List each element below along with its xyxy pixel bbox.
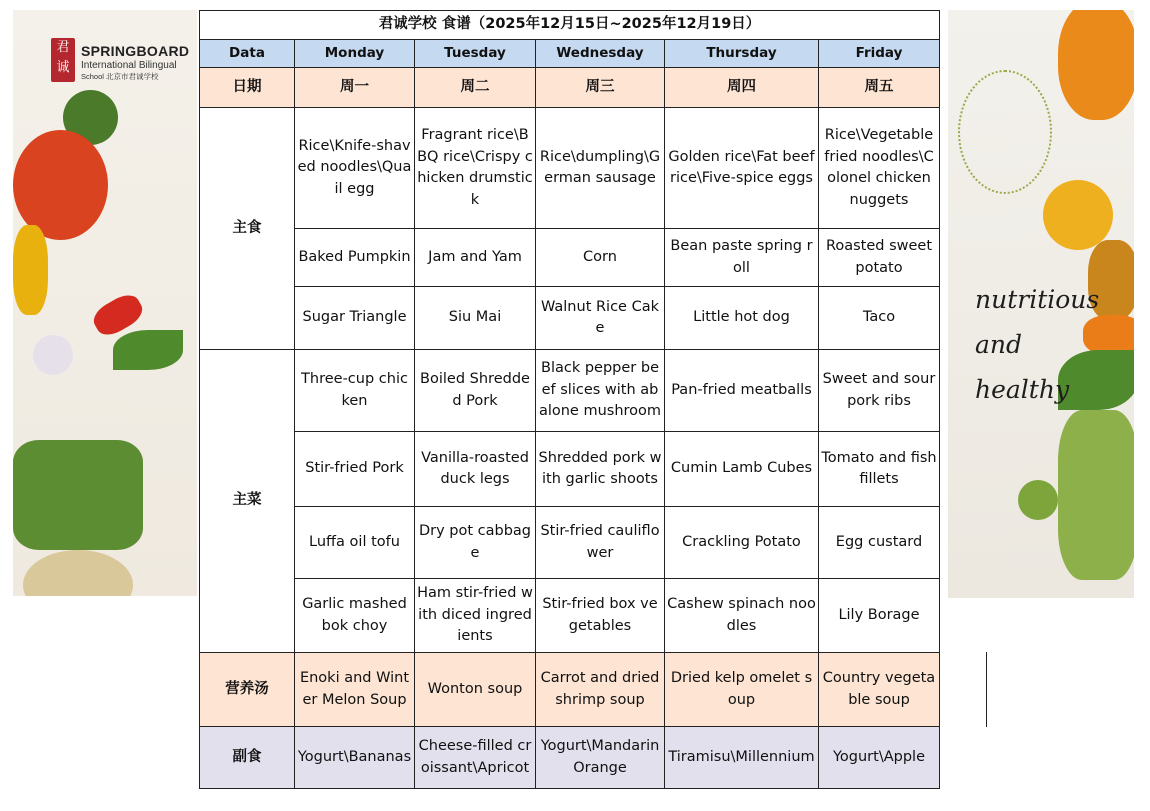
menu-cell: Jam and Yam (415, 229, 536, 287)
logo-mark: 君 诚 (51, 38, 75, 82)
sprout-decor (1018, 480, 1058, 520)
menu-cell: Stir-fried cauliflower (536, 507, 665, 579)
menu-cell: Baked Pumpkin (295, 229, 415, 287)
menu-cell: Taco (819, 287, 940, 350)
main-row (200, 507, 940, 579)
menu-cell: Cumin Lamb Cubes (665, 432, 819, 507)
header-tuesday-cn: 周二 (415, 68, 536, 108)
menu-cell: Crackling Potato (665, 507, 819, 579)
squash-decor (1058, 10, 1134, 120)
menu-cell: Carrot and dried shrimp soup (536, 653, 665, 727)
menu-cell: Cheese-filled croissant\Apricot (415, 727, 536, 789)
sprouts-decor (1058, 410, 1134, 580)
menu-cell: Fragrant rice\BBQ rice\Crispy chicken drumstick (415, 108, 536, 229)
header-tuesday: Tuesday (415, 40, 536, 68)
category-main: 主菜 (200, 350, 295, 653)
menu-cell: Dry pot cabbage (415, 507, 536, 579)
header-thursday: Thursday (665, 40, 819, 68)
menu-cell: Stir-fried Pork (295, 432, 415, 507)
header-friday-cn: 周五 (819, 68, 940, 108)
tomato-decor (13, 130, 108, 240)
beans-decor (13, 440, 143, 550)
header-thursday-cn: 周四 (665, 68, 819, 108)
menu-cell: Shredded pork with garlic shoots (536, 432, 665, 507)
menu-cell: Sweet and sour pork ribs (819, 350, 940, 432)
header-date-cn: 日期 (200, 68, 295, 108)
menu-cell: Bean paste spring roll (665, 229, 819, 287)
header-row-en (200, 40, 940, 68)
menu-title: 君诚学校 食谱（2025年12月15日~2025年12月19日） (200, 11, 940, 40)
menu-cell: Ham stir-fried with diced ingredients (415, 579, 536, 653)
menu-cell: Egg custard (819, 507, 940, 579)
main-row (200, 432, 940, 507)
menu-cell: Country vegetable soup (819, 653, 940, 727)
menu-cell: Rice\dumpling\German sausage (536, 108, 665, 229)
garlic-decor (33, 335, 73, 375)
header-row-cn (200, 68, 940, 108)
pepper-decor (13, 225, 48, 315)
menu-cell: Garlic mashed bok choy (295, 579, 415, 653)
menu-cell: Yogurt\Bananas (295, 727, 415, 789)
carrot-decor (1083, 315, 1134, 355)
logo-title: SPRINGBOARD (81, 43, 190, 59)
staple-row (200, 287, 940, 350)
tagline-line-1: nutritious (975, 285, 1100, 314)
dill-decor (958, 70, 1052, 194)
category-soup: 营养汤 (200, 653, 295, 727)
header-data: Data (200, 40, 295, 68)
menu-cell: Walnut Rice Cake (536, 287, 665, 350)
menu-cell: Cashew spinach noodles (665, 579, 819, 653)
menu-cell: Little hot dog (665, 287, 819, 350)
menu-cell: Wonton soup (415, 653, 536, 727)
main-row (200, 579, 940, 653)
menu-cell: Stir-fried box vegetables (536, 579, 665, 653)
leaf-right-decor (1058, 350, 1134, 410)
header-monday: Monday (295, 40, 415, 68)
menu-cell: Vanilla-roasted duck legs (415, 432, 536, 507)
menu-cell: Rice\Vegetable fried noodles\Colonel chicken nuggets (819, 108, 940, 229)
menu-cell: Enoki and Winter Melon Soup (295, 653, 415, 727)
menu-cell: Yogurt\Apple (819, 727, 940, 789)
menu-cell: Corn (536, 229, 665, 287)
left-decor-panel (13, 10, 197, 596)
menu-cell: Tiramisu\Millennium (665, 727, 819, 789)
tagline-line-3: healthy (975, 375, 1070, 404)
main-row (200, 350, 940, 432)
menu-cell: Siu Mai (415, 287, 536, 350)
menu-cell: Rice\Knife-shaved noodles\Quail egg (295, 108, 415, 229)
staple-row (200, 229, 940, 287)
menu-table (199, 10, 940, 789)
menu-cell: Dried kelp omelet soup (665, 653, 819, 727)
melon-decor (23, 550, 133, 596)
side-row (200, 727, 940, 789)
category-side: 副食 (200, 727, 295, 789)
menu-cell: Golden rice\Fat beef rice\Five-spice eggs (665, 108, 819, 229)
divider-line (986, 652, 987, 727)
menu-cell: Luffa oil tofu (295, 507, 415, 579)
header-wednesday-cn: 周三 (536, 68, 665, 108)
menu-cell: Three-cup chicken (295, 350, 415, 432)
menu-cell: Pan-fried meatballs (665, 350, 819, 432)
menu-cell: Sugar Triangle (295, 287, 415, 350)
category-staple: 主食 (200, 108, 295, 350)
menu-cell: Tomato and fish fillets (819, 432, 940, 507)
menu-cell: Lily Borage (819, 579, 940, 653)
logo-subtitle: International Bilingual (81, 60, 177, 71)
leaf-decor (113, 330, 183, 370)
soup-row (200, 653, 940, 727)
header-friday: Friday (819, 40, 940, 68)
staple-row (200, 108, 940, 229)
menu-cell: Boiled Shredded Pork (415, 350, 536, 432)
menu-cell: Roasted sweet potato (819, 229, 940, 287)
pepper-yellow-decor (1043, 180, 1113, 250)
logo-subtitle-2: School 北京市君诚学校 (81, 72, 159, 81)
header-monday-cn: 周一 (295, 68, 415, 108)
tagline-line-2: and (975, 330, 1023, 359)
menu-cell: Yogurt\Mandarin Orange (536, 727, 665, 789)
menu-cell: Black pepper beef slices with abalone mushroom (536, 350, 665, 432)
header-wednesday: Wednesday (536, 40, 665, 68)
